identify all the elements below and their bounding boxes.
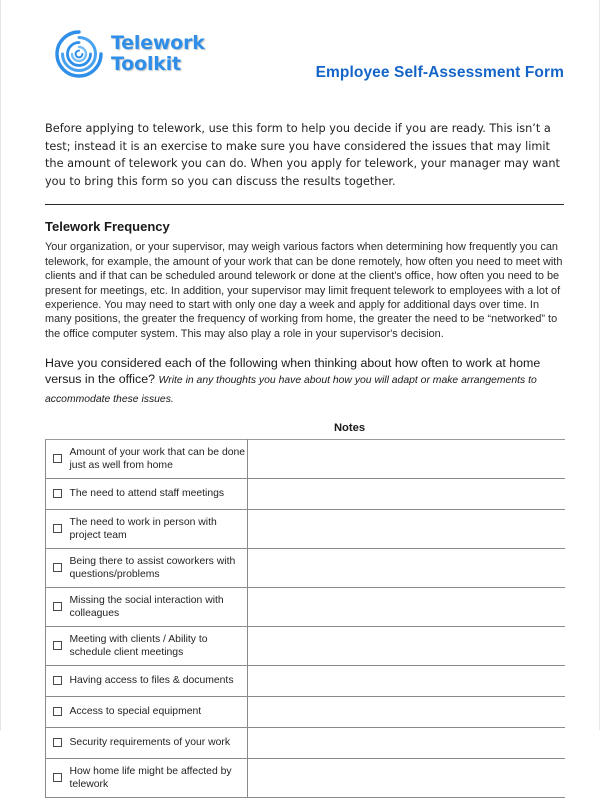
row-notes-input[interactable] bbox=[248, 548, 565, 587]
document-header bbox=[45, 24, 564, 106]
row-notes-input[interactable] bbox=[248, 587, 565, 626]
row-label: Security requirements of your work bbox=[70, 727, 248, 758]
table-row bbox=[46, 758, 565, 797]
brand-name-line1: Telework bbox=[111, 32, 205, 54]
brand-logo bbox=[53, 28, 205, 80]
question-main: Have you considered each of the following when thinking about how often to work at home versus in the office? bbox=[45, 356, 541, 387]
checkbox-icon[interactable] bbox=[53, 773, 62, 782]
checkbox-icon[interactable] bbox=[53, 676, 62, 685]
row-label: Missing the social interaction with colleagues bbox=[70, 587, 248, 626]
row-notes-input[interactable] bbox=[248, 509, 565, 548]
checkbox-icon[interactable] bbox=[53, 602, 62, 611]
checkbox-icon[interactable] bbox=[53, 489, 62, 498]
table-row bbox=[46, 439, 565, 478]
table-row bbox=[46, 548, 565, 587]
table-row bbox=[46, 665, 565, 696]
row-label: The need to work in person with project team bbox=[70, 509, 248, 548]
row-checkbox-cell[interactable] bbox=[46, 548, 70, 587]
row-notes-input[interactable] bbox=[248, 758, 565, 797]
row-label: Having access to files & documents bbox=[70, 665, 248, 696]
checkbox-icon[interactable] bbox=[53, 524, 62, 533]
table-row bbox=[46, 727, 565, 758]
row-checkbox-cell[interactable] bbox=[46, 758, 70, 797]
row-label: Meeting with clients / Ability to schedule client meetings bbox=[70, 626, 248, 665]
brand-name-line2: Toolkit bbox=[111, 53, 181, 75]
table-row bbox=[46, 478, 565, 509]
checkbox-icon[interactable] bbox=[53, 738, 62, 747]
row-checkbox-cell[interactable] bbox=[46, 696, 70, 727]
row-label: Access to special equipment bbox=[70, 696, 248, 727]
row-notes-input[interactable] bbox=[248, 727, 565, 758]
checkbox-icon[interactable] bbox=[53, 707, 62, 716]
row-notes-input[interactable] bbox=[248, 478, 565, 509]
row-checkbox-cell[interactable] bbox=[46, 509, 70, 548]
page-title: Employee Self-Assessment Form bbox=[315, 64, 564, 81]
checkbox-icon[interactable] bbox=[53, 563, 62, 572]
table-row bbox=[46, 626, 565, 665]
row-notes-input[interactable] bbox=[248, 665, 565, 696]
row-label: The need to attend staff meetings bbox=[70, 478, 248, 509]
spiral-swirl-logo-icon bbox=[53, 28, 105, 80]
row-checkbox-cell[interactable] bbox=[46, 439, 70, 478]
row-label: How home life might be affected by telework bbox=[70, 758, 248, 797]
row-label: Being there to assist coworkers with questions/problems bbox=[70, 548, 248, 587]
row-notes-input[interactable] bbox=[248, 696, 565, 727]
table-row bbox=[46, 696, 565, 727]
row-checkbox-cell[interactable] bbox=[46, 665, 70, 696]
row-checkbox-cell[interactable] bbox=[46, 626, 70, 665]
section-body-paragraph: Your organization, or your supervisor, may weigh various factors when determining how frequently you can telework, for example, the amount of your work that can be done remotely, how often you need to meet with clients and if that can be scheduled around telework or done at the client's office, how often you need to be present for meetings, etc. In addition, your supervisor may limit frequent telework to employees with a lot of experience. You may need to start with only one day a week and apply for additional days over time. In many positions, the greater the frequency of working from home, the greater the need to be “networked” to the office computer system. This may also play a role in your supervisor's decision. bbox=[45, 241, 563, 340]
checkbox-icon[interactable] bbox=[53, 641, 62, 650]
considerations-table bbox=[45, 439, 565, 798]
table-row bbox=[46, 587, 565, 626]
consideration-question bbox=[45, 355, 564, 408]
row-notes-input[interactable] bbox=[248, 626, 565, 665]
row-checkbox-cell[interactable] bbox=[46, 727, 70, 758]
row-checkbox-cell[interactable] bbox=[46, 587, 70, 626]
brand-name bbox=[111, 33, 205, 75]
row-label: Amount of your work that can be done just as well from home bbox=[70, 439, 248, 478]
section-heading: Telework Frequency bbox=[45, 219, 170, 235]
notes-column-header: Notes bbox=[333, 421, 366, 434]
checkbox-icon[interactable] bbox=[53, 454, 62, 463]
section-divider bbox=[45, 204, 564, 205]
table-row bbox=[46, 509, 565, 548]
considerations-table-body bbox=[46, 439, 565, 797]
row-checkbox-cell[interactable] bbox=[46, 478, 70, 509]
question-hint: Write in any thoughts you have about how you will adapt or make arrangements to accommodate these issues. bbox=[45, 375, 537, 405]
intro-paragraph: Before applying to telework, use this form to help you decide if you are ready. This isn’t a test; instead it is an exercise to make sure you have considered the issues that may limit the amount of telework you can do. When you apply for telework, your manager may want you to bring this form so you can discuss the results together. bbox=[45, 122, 560, 188]
row-notes-input[interactable] bbox=[248, 439, 565, 478]
